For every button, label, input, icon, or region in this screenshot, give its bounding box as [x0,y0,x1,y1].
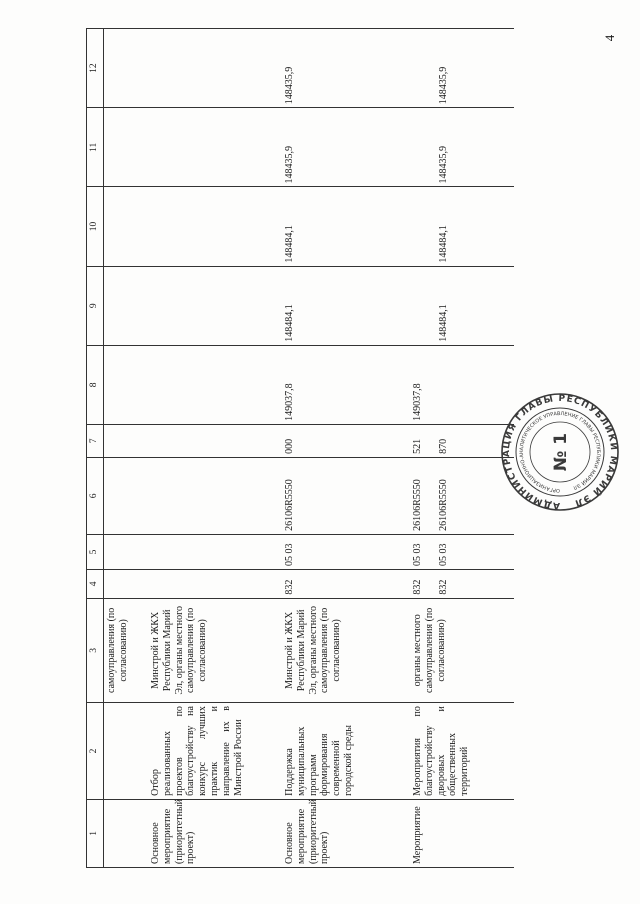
row-executor: Минстрой и ЖКХ Республики Марий Эл, органы местного самоуправления (по согласованию) [148,598,282,702]
table-row [148,29,282,868]
official-stamp [500,392,620,512]
row-rzpr: 05 03 05 03 [410,534,514,569]
row-csr: 26106R5550 26106R5550 [410,457,514,534]
col-header-1: 1 [87,799,104,867]
col-header-5: 5 [87,534,104,569]
row-vr: 000 [282,424,410,457]
row-csr [148,457,282,534]
stamp-number: № 1 [551,432,571,472]
column-number-row [87,29,104,868]
row-vr: 521 870 [410,424,514,457]
row-vr [148,424,282,457]
col-header-7: 7 [87,424,104,457]
row-value-11: 148435,9 [410,108,514,187]
row-value-12: 148435,9 [410,29,514,108]
row-value-12: 148435,9 [282,29,410,108]
row-value-11 [148,108,282,187]
col-header-2: 2 [87,703,104,800]
table-row [282,29,410,868]
row-value-8 [148,345,282,424]
col-header-10: 10 [87,187,104,266]
row-type: Основное мероприятие (приоритетный проект) [282,799,410,867]
row-value-8: 149037,8 [410,345,514,424]
row-name: Поддержка муниципальных программ формирования современной городской среды [282,703,410,800]
col-header-11: 11 [87,108,104,187]
row-value-10: 148484,1 [410,187,514,266]
col-header-3: 3 [87,598,104,702]
col-header-6: 6 [87,457,104,534]
row-value-9 [148,266,282,345]
continuation-cell: самоуправления (по согласованию) [104,598,149,702]
row-value-12 [148,29,282,108]
stamp-outer-text: АДМИНИСТРАЦИЯ ГЛАВЫ РЕСПУБЛИКИ МАРИЙ ЭЛ [501,393,619,511]
row-value-10 [148,187,282,266]
col-header-12: 12 [87,29,104,108]
col-header-8: 8 [87,345,104,424]
row-value-9: 148484,1 [282,266,410,345]
row-value-11: 148435,9 [282,108,410,187]
row-executor: Минстрой и ЖКХ Республики Марий Эл, органы местного самоуправления (по согласованию) [282,598,410,702]
row-csr: 26106R5550 [282,457,410,534]
row-value-8: 149037,8 [282,345,410,424]
page-number: 4 [602,34,617,42]
row-value-9: 148484,1 [410,266,514,345]
budget-table [86,28,514,868]
row-grbs [148,570,282,599]
table-row [410,29,514,868]
stamp-inner-text: ОРГАНИЗАЦИОННО-АНАЛИТИЧЕСКОЕ УПРАВЛЕНИЕ ГЛАВЫ РЕСПУБЛИКИ МАРИЙ ЭЛ [518,410,602,494]
row-grbs: 832 832 [410,570,514,599]
row-grbs: 832 [282,570,410,599]
row-name: Отбор реализованных проектов по благоустройству на конкурс лучших практик и направление их в Минстрой России [148,703,282,800]
row-type: Основное мероприятие (приоритетный проект) [148,799,282,867]
col-header-4: 4 [87,570,104,599]
continuation-row [104,29,149,868]
row-name: Мероприятия по благоустройству дворовых и общественных территорий [410,703,514,800]
row-executor: органы местного самоуправления (по согласованию) [410,598,514,702]
row-rzpr [148,534,282,569]
row-type: Мероприятие [410,799,514,867]
row-value-10: 148484,1 [282,187,410,266]
row-rzpr: 05 03 [282,534,410,569]
col-header-9: 9 [87,266,104,345]
